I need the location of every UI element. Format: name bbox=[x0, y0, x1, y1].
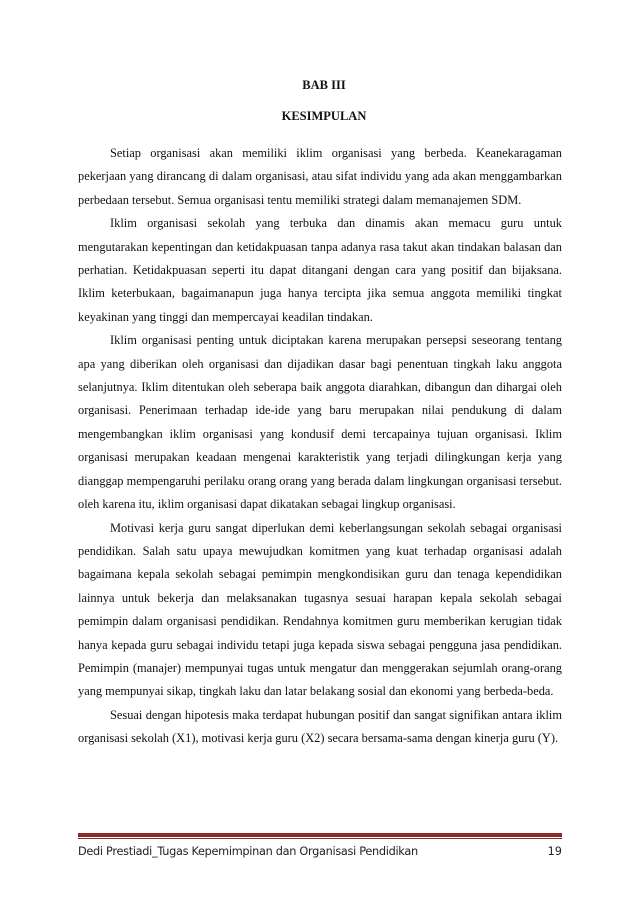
footer-divider-thin bbox=[78, 838, 562, 839]
page-number: 19 bbox=[547, 845, 562, 858]
body-text bbox=[78, 142, 562, 751]
chapter-heading: BAB III bbox=[302, 78, 346, 92]
paragraph-2: Iklim organisasi sekolah yang terbuka dan dinamis akan memacu guru untuk mengutarakan kepentingan dan ketidakpuasan tanpa adanya rasa takut akan tindakan balasan dan perhatian. Ketidakpuasan seperti itu dapat ditangani dengan cara yang positif dan bijaksana. Iklim keterbukaan, bagaimanapun juga hanya tercipta jika semua anggota memiliki tingkat keyakinan yang tinggi dan mempercayai keadilan tindakan. bbox=[78, 216, 562, 324]
paragraph-1: Setiap organisasi akan memiliki iklim organisasi yang berbeda. Keanekaragaman pekerjaan yang dirancang di dalam organisasi, atau sifat individu yang ada akan menggambarkan perbedaan tersebut. Semua organisasi tentu memiliki strategi dalam memanajemen SDM. bbox=[78, 146, 562, 207]
footer-divider bbox=[78, 833, 562, 837]
paragraph-5: Sesuai dengan hipotesis maka terdapat hubungan positif dan sangat signifikan antara iklim organisasi sekolah (X1), motivasi kerja guru (X2) secara bersama-sama dengan kinerja guru (Y). bbox=[78, 707, 562, 746]
paragraph-3: Iklim organisasi penting untuk diciptakan karena merupakan persepsi seseorang tentang apa yang diberikan oleh organisasi dan dijadikan dasar bagi penentuan tingkah laku anggota selanjutnya. Iklim ditentukan oleh seberapa baik anggota diarahkan, dibangun dan dihargai oleh organisasi. Penerimaan terhadap ide-ide yang baru merupakan nilai pendukung di dalam mengembangkan iklim organisasi yang kondusif demi tercapainya tujuan organisasi. Iklim organisasi merupakan keadaan mengenai karakteristik yang terjadi dilingkungan kerja yang dianggap mempengaruhi perilaku orang orang yang berada dalam lingkungan organisasi tersebut. oleh karena itu, iklim organisasi dapat dikatakan sebagai lingkup organisasi. bbox=[78, 333, 562, 512]
paragraph-4: Motivasi kerja guru sangat diperlukan demi keberlangsungan sekolah sebagai organisasi pendidikan. Salah satu upaya mewujudkan komitmen yang kuat terhadap organisasi adalah bagaimana kepala sekolah sebagai pemimpin mengkondisikan guru dan tenaga kependidikan lainnya untuk bekerja dan melaksanakan tugasnya sesuai harapan kepala sekolah sebagai pemimpin dalam organisasi pendidikan. Rendahnya komitmen guru memberikan kerugian tidak hanya kepada guru sebagai individu tetapi juga kepada siswa sebagai pengguna jasa pendidikan. Pemimpin (manajer) mempunyai tugas untuk mengatur dan menggerakan sejumlah orang-orang yang mempunyai sikap, tingkah laku dan latar belakang sosial dan ekonomi yang berbeda-beda. bbox=[78, 520, 562, 699]
page-title: KESIMPULAN bbox=[281, 109, 367, 123]
footer-text: Dedi Prestiadi_Tugas Kepemimpinan dan Organisasi Pendidikan bbox=[78, 845, 418, 858]
